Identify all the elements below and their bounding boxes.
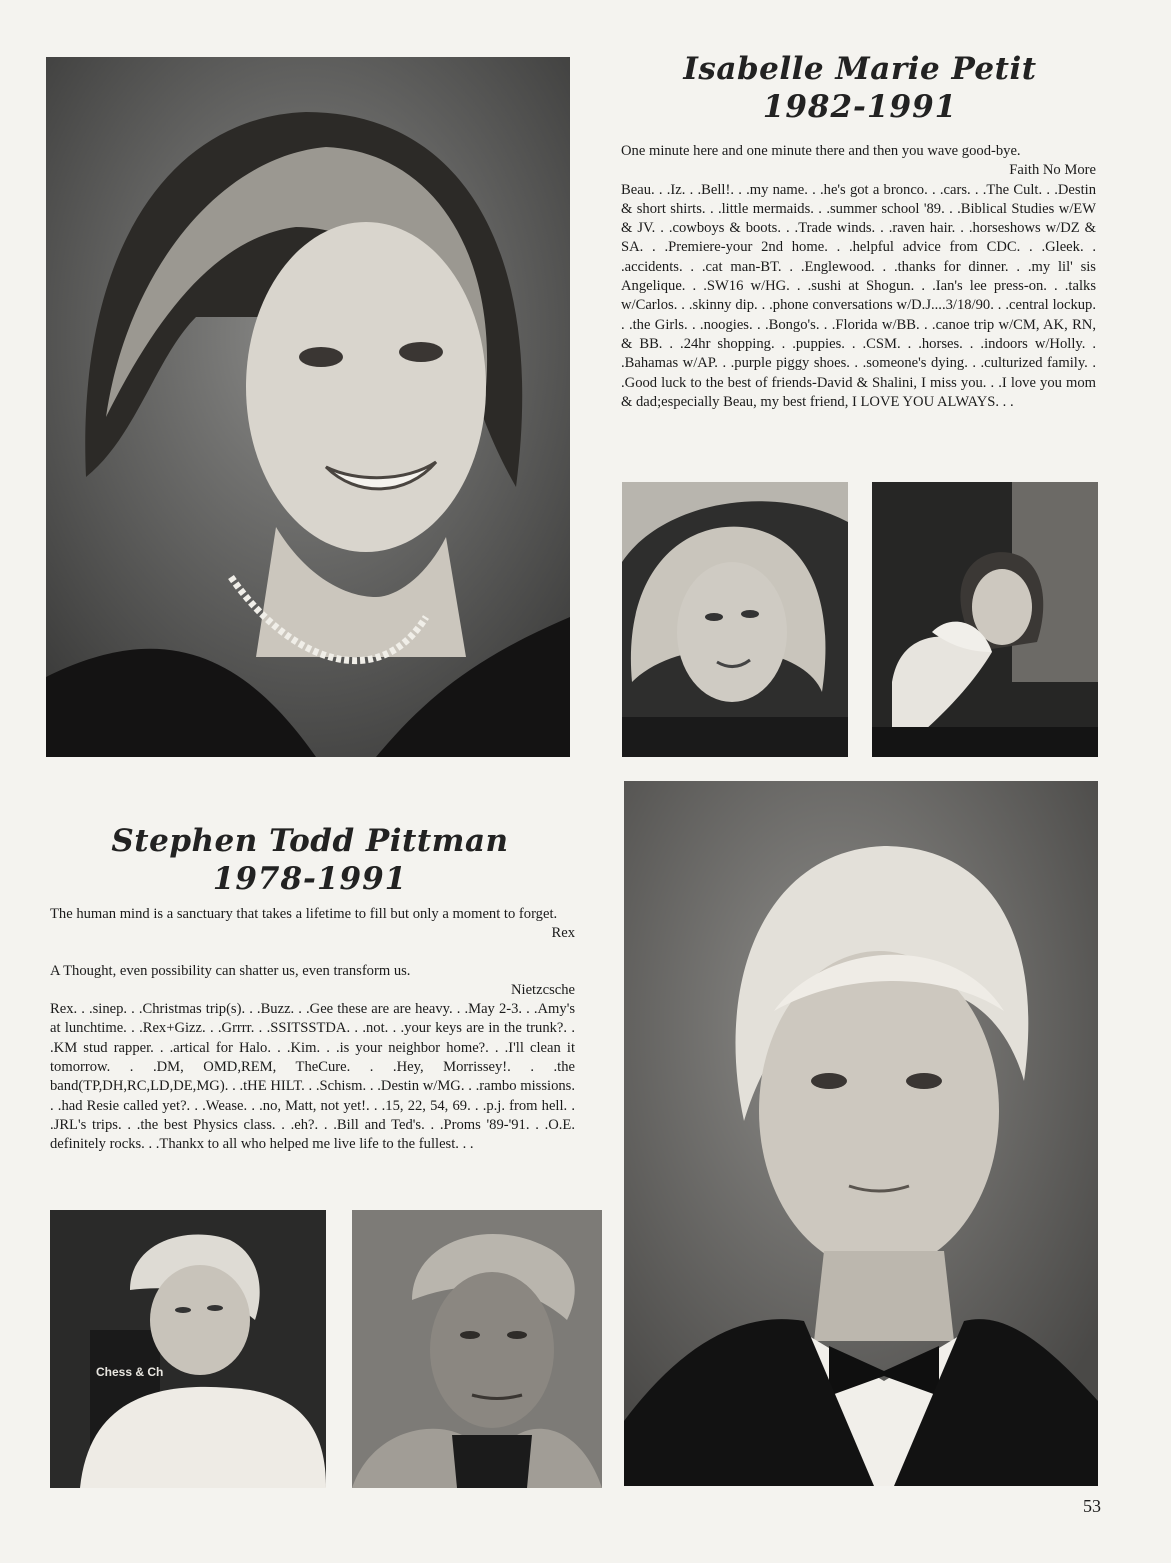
chess-sign-text: Chess & Ch — [96, 1365, 164, 1379]
stephen-text — [50, 905, 575, 1155]
stephen-candid-photo-2 — [352, 1210, 602, 1488]
stephen-quote-2: A Thought, even possibility can shatter us, even transform us. — [50, 962, 411, 979]
isabelle-name-heading — [620, 50, 1100, 126]
isabelle-years: 1982-1991 — [762, 89, 958, 125]
stephen-quote-1: The human mind is a sanctuary that takes a lifetime to fill but only a moment to forget. — [50, 906, 558, 922]
page-number: 53 — [1083, 1496, 1101, 1516]
isabelle-text — [621, 142, 1096, 412]
stephen-candid-photo-1 — [50, 1210, 326, 1488]
stephen-memories: Rex. . .sinep. . .Christmas trip(s). . .Buzz. . .Gee these are are heavy. . .May 2-3. . .Amy's at lunchtime. . .Rex+Gizz. . .Grrrr. . .SSITSSTDA. . .not. . .your keys are in the trunk?. . .KM stud rapper. . .artical for Halo. . .Kim. . .is your neighbor home?. . .I'll clean it tomorrow. . .DM, OMD,REM, TheCure. . .Hey, Morrissey!. . .the band(TP,DH,RC,LD,DE,MG). . .tHE HILT. . .Schism. . .Destin w/MG. . .rambo missions. . .had Resie called yet?. . .Wease. . .no, Matt, not yet!. . .15, 22, 54, 69. . .p.j. from hell. . .JRL's trips. . .the best Physics class. . .eh?. . .Bill and Ted's. . .Proms '89-'91. . .O.E. definitely rocks. . .Thankx to all who helped me live life to the fullest. . . — [50, 1001, 575, 1153]
stephen-name: Stephen Todd Pittman — [111, 823, 509, 859]
isabelle-name: Isabelle Marie Petit — [683, 51, 1037, 87]
stephen-name-heading — [70, 822, 550, 898]
isabelle-candid-photo-2 — [872, 482, 1098, 757]
isabelle-candid-photo-1 — [622, 482, 848, 757]
isabelle-memories: Beau. . .Iz. . .Bell!. . .my name. . .he's got a bronco. . .cars. . .The Cult. . .Destin & short shirts. . .little mermaids. . .summer school '89. . .Biblical Studies w/EW & JV. . .cowboys & boots. . .Trade winds. . .raven hair. . .horseshows w/DZ & SA. . .Premiere-your 2nd home. . .helpful advice from CDC. . .Gleek. . .accidents. . .cat man-BT. . .Englewood. . .thanks for dinner. . .my lil' sis Angelique. . .SW16 w/HG. . .sushi at Shogun. . .Ian's lee press-on. . .talks w/Carlos. . .skinny dip. . .phone conversations w/D.J....3/18/90. . .central lockup. . .the Girls. . .noogies. . .Bongo's. . .Florida w/BB. . .canoe trip w/CM, AK, RN, & BB. . .24hr shopping. . .puppies. . .CSM. . .horses. . .indoors w/Holly. . .Bahamas w/AP. . .purple piggy shoes. . .someone's dying. . .culturized family. . .Good luck to the best of friends-David & Shalini, I miss you. . .I love you mom & dad;especially Beau, my best friend, I LOVE YOU ALWAYS. . . — [621, 181, 1096, 410]
stephen-quote-2-author: Nietzcsche — [510, 981, 575, 998]
isabelle-portrait-photo — [46, 57, 570, 757]
stephen-portrait-photo — [624, 781, 1098, 1486]
isabelle-quote-author: Faith No More — [1009, 162, 1096, 179]
stephen-years: 1978-1991 — [212, 861, 408, 897]
stephen-quote-1-author: Rex — [551, 925, 575, 942]
isabelle-quote: One minute here and one minute there and then you wave good-bye. — [621, 143, 1021, 159]
